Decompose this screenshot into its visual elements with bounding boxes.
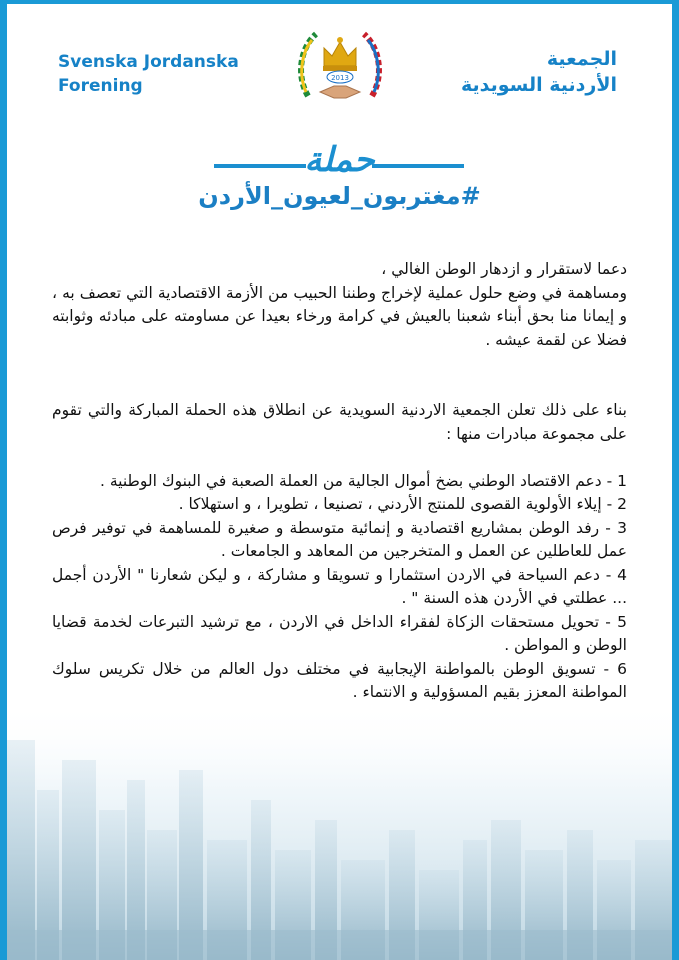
- org-name-english: [58, 50, 258, 98]
- announcement-paragraph: بناء على ذلك تعلن الجمعية الاردنية السويدية عن انطلاق هذه الحملة المباركة والتي تقوم على مجموعة مبادرات منها :: [52, 401, 627, 443]
- initiative-item-5: 5 - تحويل مستحقات الزكاة لفقراء الداخل في الاردن ، مع ترشيد التبرعات لخدمة قضايا الوطن و المواطن .: [52, 612, 627, 654]
- initiative-item-2: 2 - إيلاء الأولوية القصوى للمنتج الأردني ، تصنيعا ، تطويرا ، و استهلاكا .: [178, 495, 627, 513]
- org-name-arabic-line2: الأردنية السويدية: [460, 74, 617, 96]
- initiative-item-3: 3 - رفد الوطن بمشاريع اقتصادية و إنمائية متوسطة و صغيرة للمساهمة في توفير فرص عمل للعاطلين عن العمل و المتخرجين من المعاهد و الجامعات .: [52, 518, 627, 560]
- intro-line: دعما لاستقرار و ازدهار الوطن الغالي ،: [381, 260, 627, 278]
- emblem-icon: [294, 26, 386, 108]
- campaign-word: حملة: [304, 140, 375, 180]
- header: [0, 0, 679, 120]
- intro-paragraph: ومساهمة في وضع حلول عملية لإخراج وطننا الحبيب من الأزمة الاقتصادية التي تعصف به ، و إيمانا منا بحق أبناء شعبنا بالعيش في كرامة ورخاء بعيدا عن مساومته على مبادئه وثوابته فضلا عن لقمة عيشه .: [52, 283, 627, 349]
- org-name-english-line1: Svenska Jordanska: [58, 52, 239, 72]
- initiative-item-4: 4 - دعم السياحة في الاردن استثمارا و تسويقا و مشاركة ، و ليكن شعارنا " الأردن أجمل ... عطلتي في الأردن هذه السنة " .: [52, 565, 627, 607]
- org-name-arabic: [417, 46, 617, 98]
- campaign-title: [0, 140, 679, 220]
- campaign-hashtag: #مغتربون_لعيون_الأردن: [198, 182, 481, 210]
- initiative-item-6: 6 - تسويق الوطن بالمواطنة الإيجابية في مختلف دول العالم من خلال تكريس سلوك المواطنة المعزز بقيم المسؤولية و الانتماء .: [52, 659, 627, 701]
- initiative-item-1: 1 - دعم الاقتصاد الوطني بضخ أموال الجالية من العملة الصعبة في البنوك الوطنية .: [100, 471, 627, 490]
- announcement-body: [52, 258, 627, 705]
- org-name-english-line2: Forening: [58, 76, 143, 96]
- emblem-year: 2013: [331, 74, 349, 82]
- org-name-arabic-line1: الجمعية: [546, 48, 617, 70]
